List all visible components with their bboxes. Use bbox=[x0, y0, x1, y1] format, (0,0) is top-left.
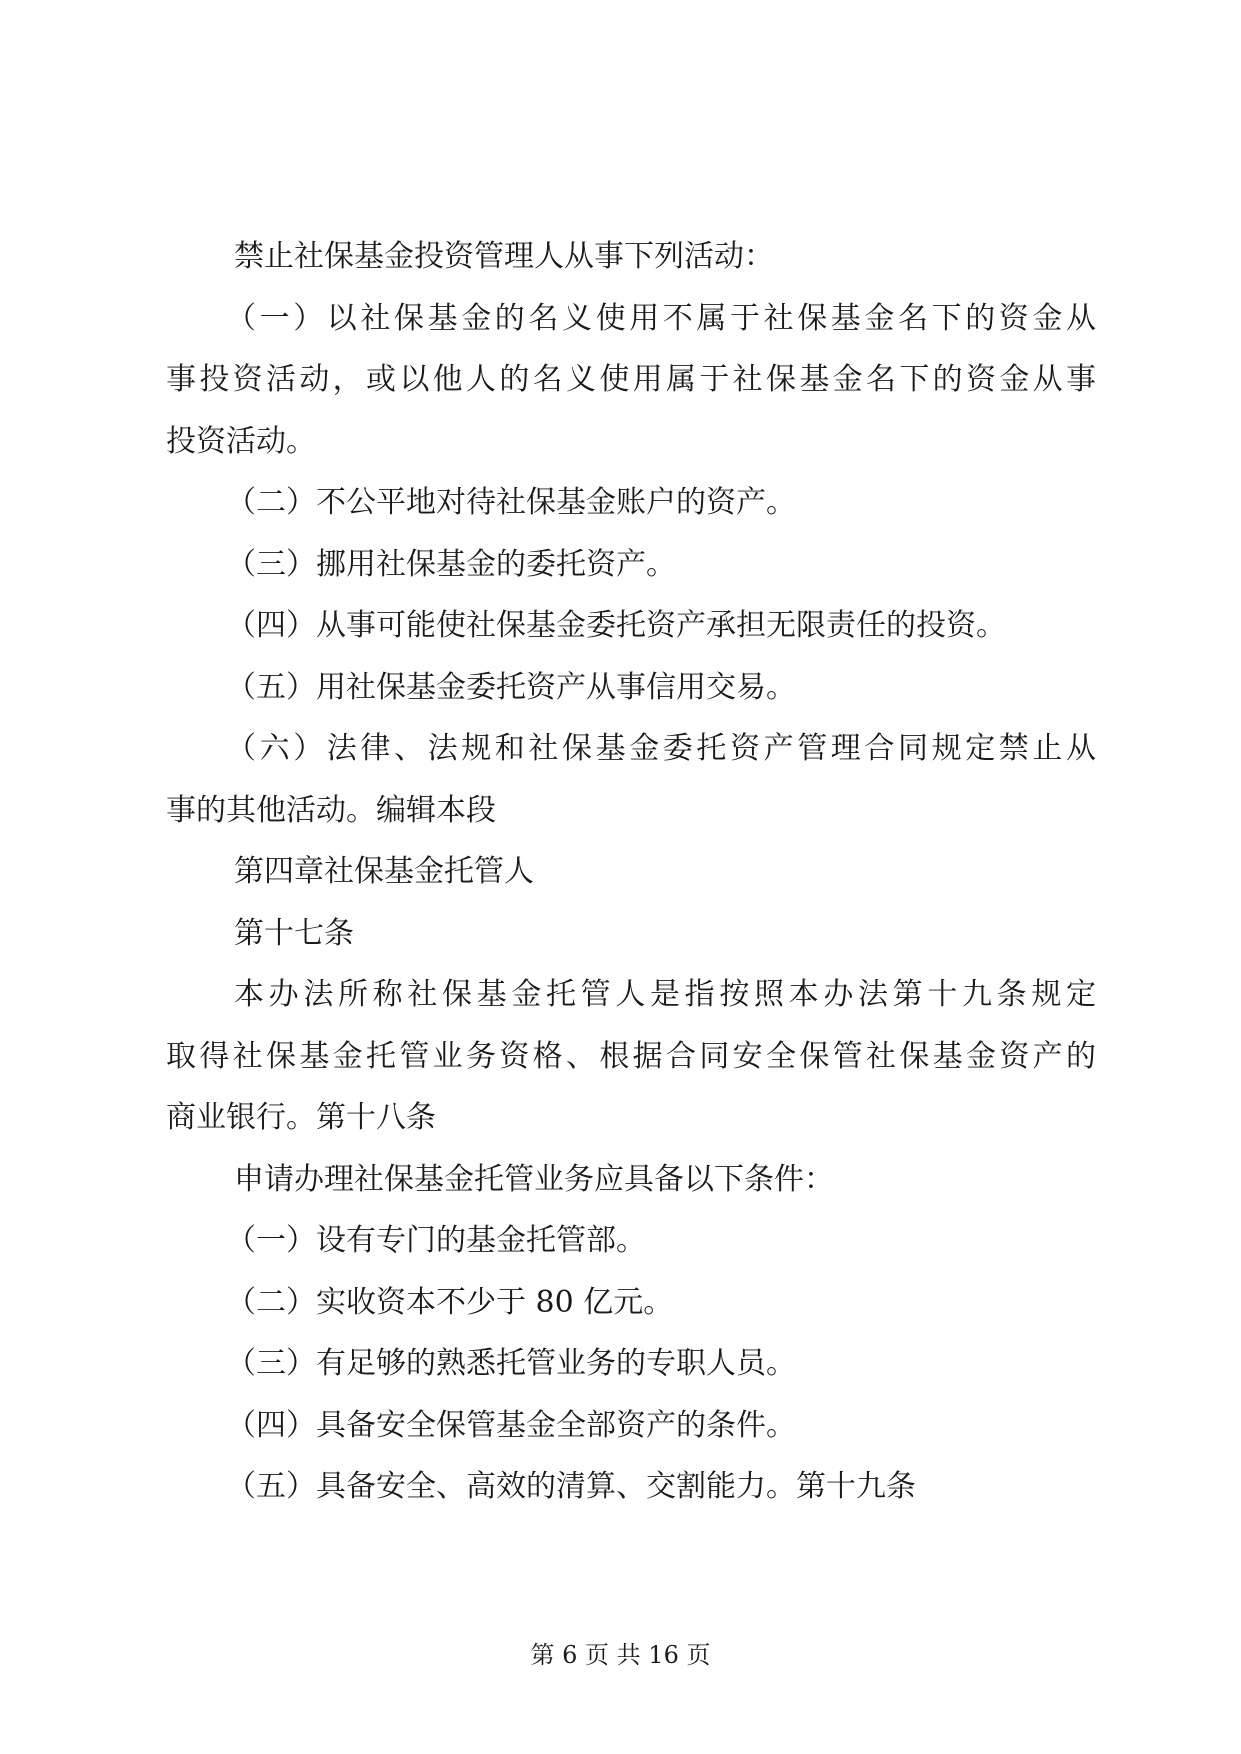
paragraph-line: （三）挪用社保基金的委托资产。 bbox=[226, 546, 676, 582]
paragraph-line: （二）实收资本不少于 80 亿元。 bbox=[226, 1284, 674, 1320]
paragraph-line: 商业银行。第十八条 bbox=[166, 1100, 436, 1135]
paragraph-line: （二）不公平地对待社保基金账户的资产。 bbox=[226, 485, 796, 520]
paragraph-line: 禁止社保基金投资管理人从事下列活动： bbox=[234, 239, 774, 274]
paragraph-line: 事的其他活动。编辑本段 bbox=[166, 792, 496, 828]
paragraph-line: （一）设有专门的基金托管部。 bbox=[226, 1223, 646, 1258]
paragraph-line: （四）从事可能使社保基金委托资产承担无限责任的投资。 bbox=[226, 608, 1006, 643]
paragraph-line: （五）用社保基金委托资产从事信用交易。 bbox=[226, 669, 796, 705]
paragraph-line: （六）法律、法规和社保基金委托资产管理合同规定禁止从 bbox=[226, 731, 1096, 766]
paragraph-line: （三）有足够的熟悉托管业务的专职人员。 bbox=[226, 1346, 796, 1381]
paragraph-line: 取得社保基金托管业务资格、根据合同安全保管社保基金资产的 bbox=[166, 1038, 1096, 1074]
page-number-footer: 第 6 页 共 16 页 bbox=[530, 1641, 711, 1669]
paragraph-line: （一）以社保基金的名义使用不属于社保基金名下的资金从 bbox=[226, 300, 1096, 336]
paragraph-line: 本办法所称社保基金托管人是指按照本办法第十九条规定 bbox=[234, 977, 1096, 1012]
paragraph-line: （五）具备安全、高效的清算、交割能力。第十九条 bbox=[226, 1469, 916, 1504]
chapter-heading: 第四章社保基金托管人 bbox=[234, 854, 534, 889]
article-heading: 第十七条 bbox=[234, 915, 354, 951]
paragraph-line: 投资活动。 bbox=[166, 423, 316, 459]
paragraph-line: 申请办理社保基金托管业务应具备以下条件： bbox=[234, 1161, 834, 1197]
document-body bbox=[166, 226, 1096, 1518]
paragraph-line: （四）具备安全保管基金全部资产的条件。 bbox=[226, 1407, 796, 1443]
paragraph-line: 事投资活动，或以他人的名义使用属于社保基金名下的资金从事 bbox=[166, 362, 1096, 397]
